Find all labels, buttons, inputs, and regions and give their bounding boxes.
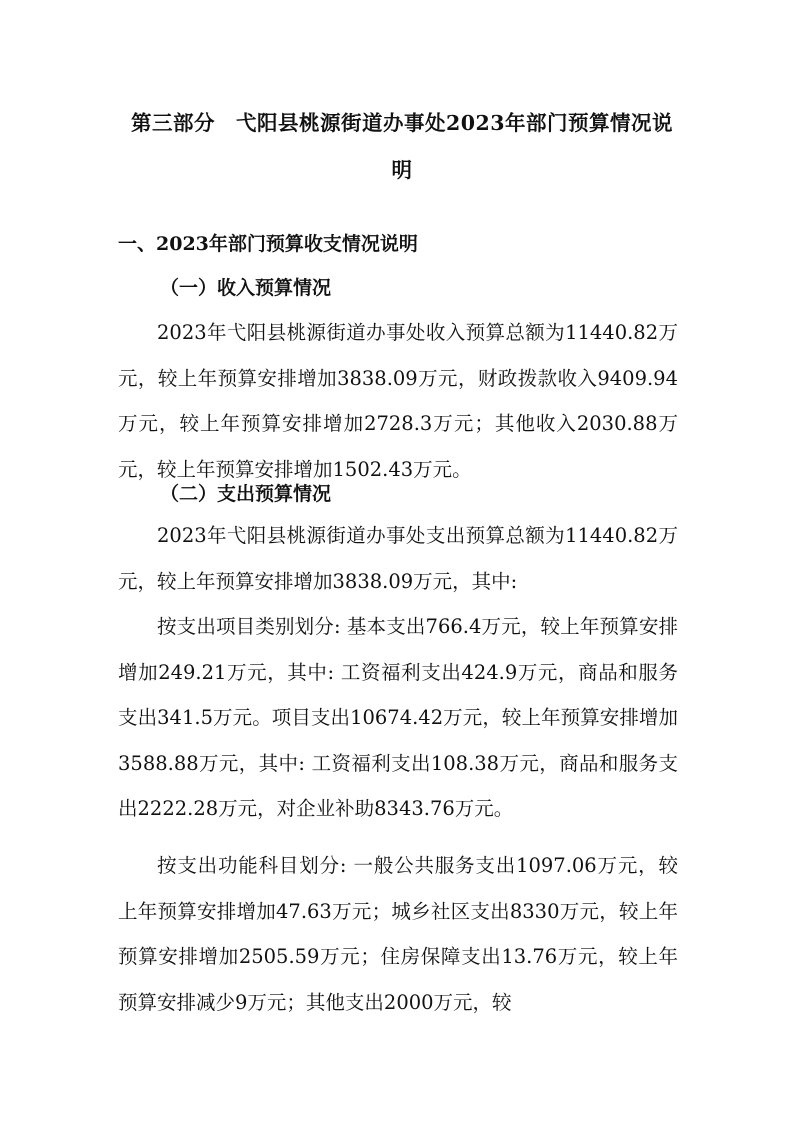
paragraph-expenditure-by-category: 按支出项目类别划分: 基本支出766.4万元，较上年预算安排增加249.21万元，其中: 工资福利支出424.9万元，商品和服务支出341.5万元。项目支出10674.42万元，较上年预算安排增加3588.88万元，其中: 工资福利支出108.38万元，商品和服务支出2222.28万元，对企业补助8343.76万元。	[118, 615, 678, 820]
paragraph-income-budget: 2023年弋阳县桃源街道办事处收入预算总额为11440.82万元，较上年预算安排增加3838.09万元，财政拨款收入9409.94万元，较上年预算安排增加2728.3万元；其他收入2030.88万元，较上年预算安排增加1502.43万元。	[118, 321, 678, 481]
document-title: 第三部分 弋阳县桃源街道办事处2023年部门预算情况说明	[130, 111, 674, 182]
subsection-heading-income: （一）收入预算情况	[160, 277, 332, 299]
section-heading: 一、2023年部门预算收支情况说明	[118, 233, 418, 255]
paragraph-expenditure-total: 2023年弋阳县桃源街道办事处支出预算总额为11440.82万元，较上年预算安排增加3838.09万元，其中:	[118, 524, 678, 593]
paragraph-expenditure-by-function: 按支出功能科目划分: 一般公共服务支出1097.06万元，较上年预算安排增加47.63万元；城乡社区支出8330万元，较上年预算安排增加2505.59万元；住房保障支出13.76万元，较上年预算安排减少9万元；其他支出2000万元，较	[118, 854, 678, 1014]
subsection-heading-expenditure: （二）支出预算情况	[160, 483, 332, 505]
